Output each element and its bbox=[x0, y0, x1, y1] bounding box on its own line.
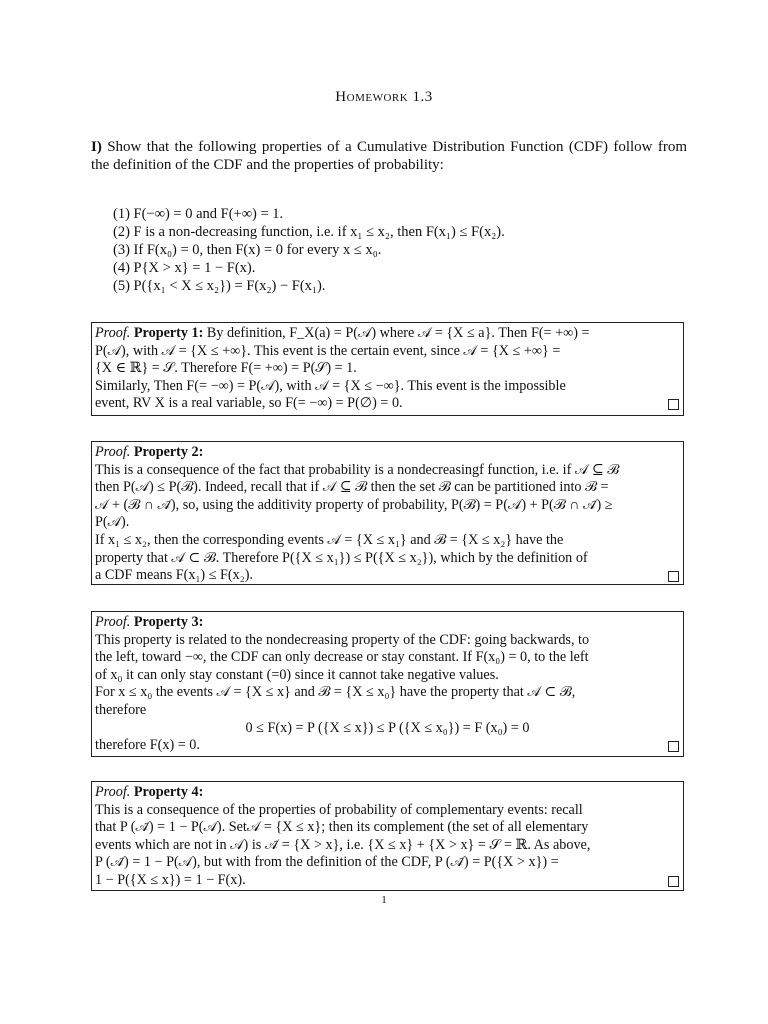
proof-word: Proof. bbox=[95, 614, 131, 630]
proof-line: of x₀ it can only stay constant (=0) since it cannot take negative values. bbox=[95, 666, 499, 683]
proof-heading bbox=[95, 614, 680, 632]
problem-label: I) bbox=[91, 139, 102, 155]
proof-line: This is a consequence of the fact that probability is a nondecreasingf function, i.e. if 𝒜 ⊆ ℬ bbox=[95, 461, 620, 478]
proof-line-last bbox=[95, 872, 680, 890]
property-item-5: (5) P({x₁ < X ≤ x₂}) = F(x₂) − F(x₁). bbox=[113, 278, 326, 294]
qed-square-icon bbox=[668, 571, 679, 582]
proof-line: {X ∈ ℝ} = 𝒮. Therefore F(= +∞) = P(𝒮) = 1. bbox=[95, 360, 357, 377]
proof-line: therefore bbox=[95, 701, 147, 718]
proof-line: that P (𝒜̄) = 1 − P(𝒜). Set𝒜 = {X ≤ x}; then its complement (the set of all elementary bbox=[95, 819, 589, 836]
proof-line: P(𝒜), with 𝒜 = {X ≤ +∞}. This event is the certain event, since 𝒜 = {X ≤ +∞} = bbox=[95, 342, 561, 359]
proof-title: Property 1: bbox=[133, 325, 204, 341]
qed-square-icon bbox=[668, 741, 679, 752]
proof-line: P (𝒜̄) = 1 − P(𝒜), but with from the definition of the CDF, P (𝒜̄) = P({X > x}) = bbox=[95, 854, 559, 871]
page-title bbox=[0, 89, 768, 106]
qed-square-icon bbox=[668, 399, 679, 410]
proof-line: Similarly, Then F(= −∞) = P(𝒜), with 𝒜 = {X ≤ −∞}. This event is the impossible bbox=[95, 377, 566, 394]
proof-heading bbox=[95, 325, 680, 343]
proof-line-last bbox=[95, 395, 680, 413]
property-item-1: (1) F(−∞) = 0 and F(+∞) = 1. bbox=[113, 206, 284, 222]
proof-box-property-2 bbox=[91, 441, 684, 585]
problem-text: Show that the following properties of a Cumulative Distribution Function (CDF) follow from the definition of the CDF and the properties of probability: bbox=[91, 139, 687, 173]
display-equation: 0 ≤ F(x) = P ({X ≤ x}) ≤ P ({X ≤ x₀}) = F (x₀) = 0 bbox=[245, 719, 530, 736]
proof-line-last bbox=[95, 567, 680, 585]
proof-title: Property 4: bbox=[133, 784, 204, 800]
property-list bbox=[113, 205, 673, 295]
problem-statement bbox=[91, 138, 687, 174]
proof-line: the left, toward −∞, the CDF can only decrease or stay constant. If F(x₀) = 0, to the left bbox=[95, 649, 589, 666]
title-prefix: Homework bbox=[335, 89, 409, 105]
proof-heading bbox=[95, 444, 680, 462]
proof-line: events which are not in 𝒜) is 𝒜̄ = {X > x}, i.e. {X ≤ x} + {X > x} = 𝒮 = ℝ. As above, bbox=[95, 836, 591, 853]
proof-line: property that 𝒜 ⊂ ℬ. Therefore P({X ≤ x₁}) ≤ P({X ≤ x₂}), which by the definition of bbox=[95, 549, 588, 566]
proof-line-last bbox=[95, 737, 680, 755]
proof-title: Property 2: bbox=[133, 444, 204, 460]
proof-line: 𝒜 + (ℬ ∩ 𝒜̄), so, using the additivity property of probability, P(ℬ) = P(𝒜) + P(ℬ ∩ 𝒜̄) ≥ bbox=[95, 496, 613, 513]
proof-line-text: 1 − P({X ≤ x}) = 1 − F(x). bbox=[95, 871, 246, 888]
property-item-3: (3) If F(x₀) = 0, then F(x) = 0 for every x ≤ x₀. bbox=[113, 242, 382, 258]
proof-line: P(𝒜). bbox=[95, 514, 130, 531]
proof-line: If x₁ ≤ x₂, then the corresponding events 𝒜 = {X ≤ x₁} and ℬ = {X ≤ x₂} have the bbox=[95, 531, 564, 548]
proof-word: Proof. bbox=[95, 444, 131, 460]
proof-line-text: a CDF means F(x₁) ≤ F(x₂). bbox=[95, 567, 253, 584]
proof-heading bbox=[95, 784, 680, 802]
proof-line: For x ≤ x₀ the events 𝒜 = {X ≤ x} and ℬ = {X ≤ x₀} have the property that 𝒜 ⊂ ℬ, bbox=[95, 684, 576, 701]
proof-line-text: therefore F(x) = 0. bbox=[95, 737, 200, 754]
proof-title: Property 3: bbox=[133, 614, 204, 630]
proof-line-text: event, RV X is a real variable, so F(= −∞) = P(∅) = 0. bbox=[95, 395, 403, 412]
proof-box-property-1 bbox=[91, 322, 684, 416]
proof-first-line: By definition, F_X(a) = P(𝒜) where 𝒜 = {X ≤ a}. Then F(= +∞) = bbox=[206, 325, 590, 341]
property-item-4: (4) P{X > x} = 1 − F(x). bbox=[113, 260, 256, 276]
page-number: 1 bbox=[381, 894, 387, 906]
proof-line: then P(𝒜) ≤ P(ℬ). Indeed, recall that if 𝒜 ⊆ ℬ then the set ℬ can be partitioned into ℬ = bbox=[95, 479, 609, 496]
title-number: 1.3 bbox=[412, 89, 433, 105]
proof-line: This is a consequence of the properties of probability of complementary events: recall bbox=[95, 801, 583, 818]
proof-box-property-4 bbox=[91, 781, 684, 891]
qed-square-icon bbox=[668, 876, 679, 887]
property-item-2: (2) F is a non-decreasing function, i.e. if x₁ ≤ x₂, then F(x₁) ≤ F(x₂). bbox=[113, 224, 505, 240]
proof-word: Proof. bbox=[95, 784, 131, 800]
proof-word: Proof. bbox=[95, 325, 131, 341]
proof-box-property-3 bbox=[91, 611, 684, 757]
proof-line: This property is related to the nondecreasing property of the CDF: going backwards, to bbox=[95, 631, 590, 648]
